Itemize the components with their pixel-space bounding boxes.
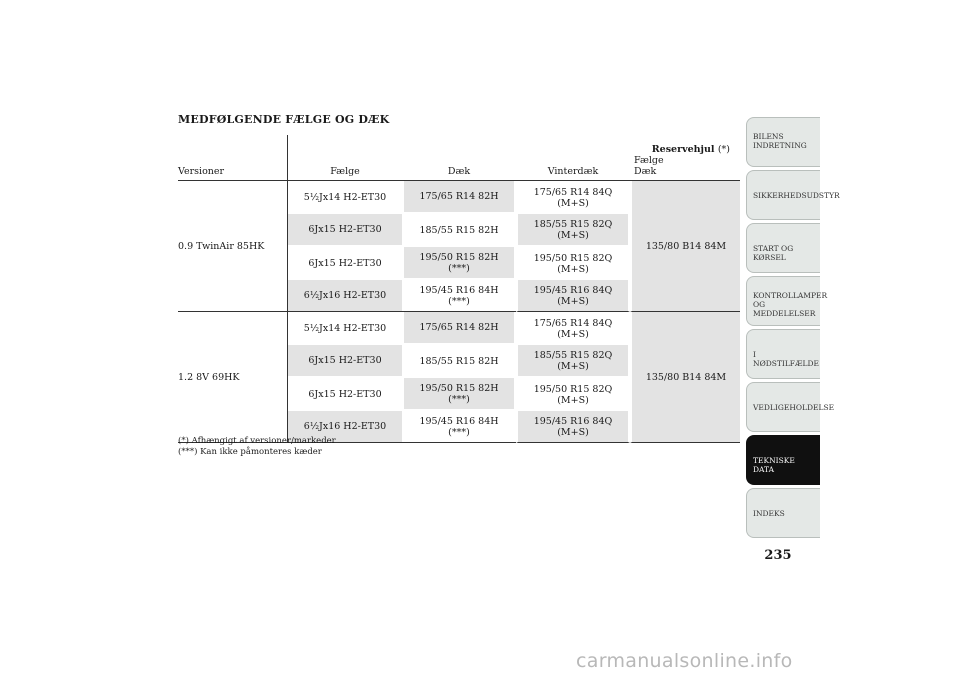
rim-cell: 6Jx15 H2-ET30 [288, 214, 402, 247]
winter-cell [516, 345, 630, 378]
winter-note: (M+S) [557, 394, 589, 406]
tire-cell [402, 411, 516, 443]
tab-sikkerhedsudstyr[interactable] [746, 170, 840, 220]
winter-cell [516, 247, 630, 280]
header-spare-note: (*) [717, 144, 730, 155]
tire-cell [402, 280, 516, 312]
spare-cell: 135/80 B14 84M [630, 181, 740, 312]
rim-cell: 5½Jx14 H2-ET30 [303, 192, 387, 203]
tab-i-nodstilfaelde[interactable] [746, 329, 820, 379]
page-number: 235 [764, 548, 792, 563]
tab-label: INDEKS [753, 509, 785, 518]
spare-cell: 135/80 B14 84M [630, 312, 740, 443]
tire-size: 185/55 R15 82H [419, 356, 499, 367]
rim-cell: 6Jx15 H2-ET30 [288, 345, 402, 378]
tab-label: OG MEDDELELSER [753, 300, 816, 318]
rims-tires-table [178, 135, 740, 443]
tab-label: START OG KØRSEL [753, 244, 794, 262]
winter-size: 175/65 R14 84Q [533, 186, 613, 198]
winter-cell [516, 378, 630, 411]
rim-cell: 6½Jx16 H2-ET30 [288, 280, 402, 312]
winter-size: 185/55 R15 82Q [533, 349, 613, 361]
winter-note: (M+S) [557, 229, 589, 241]
rim-cell: 5½Jx14 H2-ET30 [303, 323, 387, 334]
tire-note: (***) [448, 393, 470, 405]
tire-note: (***) [448, 295, 470, 307]
rim-cell: 6Jx15 H2-ET30 [308, 389, 382, 400]
version-cell: 1.2 8V 69HK [178, 312, 288, 443]
footnote: (***) Kan ikke påmonteres kæder [178, 447, 322, 457]
header-winter: Vinterdæk [516, 135, 630, 181]
winter-note: (M+S) [557, 263, 589, 275]
winter-note: (M+S) [557, 197, 589, 209]
winter-cell [516, 214, 630, 247]
tire-cell [402, 345, 516, 378]
winter-note: (M+S) [557, 295, 589, 307]
tab-tekniske-data[interactable] [746, 435, 820, 485]
header-versions: Versioner [178, 135, 288, 181]
header-rim: Fælge [288, 135, 402, 181]
tire-size: 175/65 R14 82H [419, 322, 499, 333]
tire-size: 195/45 R16 84H [419, 284, 499, 296]
tab-indeks[interactable] [746, 488, 820, 538]
tire-cell [402, 378, 516, 411]
tab-label: VEDLIGEHOLDELSE [753, 403, 835, 412]
rim-cell: 6½Jx16 H2-ET30 [288, 411, 402, 443]
rim-cell: 6Jx15 H2-ET30 [308, 258, 382, 269]
footnotes [178, 436, 336, 458]
header-spare [630, 135, 740, 181]
tire-size: 195/45 R16 84H [419, 415, 499, 427]
winter-size: 175/65 R14 84Q [533, 317, 613, 329]
header-tire: Dæk [402, 135, 516, 181]
tire-size: 195/50 R15 82H [419, 251, 499, 263]
tire-note: (***) [448, 426, 470, 438]
table-row [178, 312, 740, 345]
chapter-tabs [746, 117, 840, 541]
tire-size: 175/65 R14 82H [419, 191, 499, 202]
winter-note: (M+S) [557, 328, 589, 340]
tire-cell [402, 312, 516, 345]
winter-cell [516, 411, 630, 443]
tire-size: 185/55 R15 82H [419, 225, 499, 236]
tab-label: TEKNISKE DATA [753, 456, 795, 474]
tire-size: 195/50 R15 82H [419, 382, 499, 394]
tab-kontrollamper[interactable] [746, 276, 828, 326]
tab-bilens-indretning[interactable] [746, 117, 820, 167]
winter-note: (M+S) [557, 426, 589, 438]
tire-note: (***) [448, 262, 470, 274]
tab-start-og-korsel[interactable] [746, 223, 820, 273]
tab-label: INDRETNING [753, 141, 807, 150]
winter-size: 195/45 R16 84Q [533, 415, 613, 427]
header-spare-tire: Dæk [634, 166, 657, 177]
header-spare-title: Reservehjul [651, 144, 715, 155]
tire-cell [402, 214, 516, 247]
tire-cell [402, 181, 516, 214]
tab-label: I NØDSTILFÆLDE [753, 350, 819, 368]
winter-size: 195/50 R15 82Q [533, 383, 613, 395]
winter-cell [516, 181, 630, 214]
header-spare-rim: Fælge [634, 155, 664, 166]
winter-cell [516, 280, 630, 312]
winter-note: (M+S) [557, 360, 589, 372]
section-heading: MEDFØLGENDE FÆLGE OG DÆK [178, 113, 390, 126]
tab-vedligeholdelse[interactable] [746, 382, 835, 432]
tire-cell [402, 247, 516, 280]
tab-label: BILENS [753, 132, 784, 141]
tab-label: KONTROLLAMPER [753, 291, 828, 300]
tab-label: SIKKERHEDSUDSTYR [753, 191, 840, 200]
footnote: (*) Afhængigt af versioner/markeder [178, 436, 336, 446]
winter-cell [516, 312, 630, 345]
winter-size: 195/45 R16 84Q [533, 284, 613, 296]
winter-size: 195/50 R15 82Q [533, 252, 613, 264]
winter-size: 185/55 R15 82Q [533, 218, 613, 230]
version-cell: 0.9 TwinAir 85HK [178, 181, 288, 312]
watermark: carmanualsonline.info [576, 650, 793, 672]
table-row [178, 181, 740, 214]
